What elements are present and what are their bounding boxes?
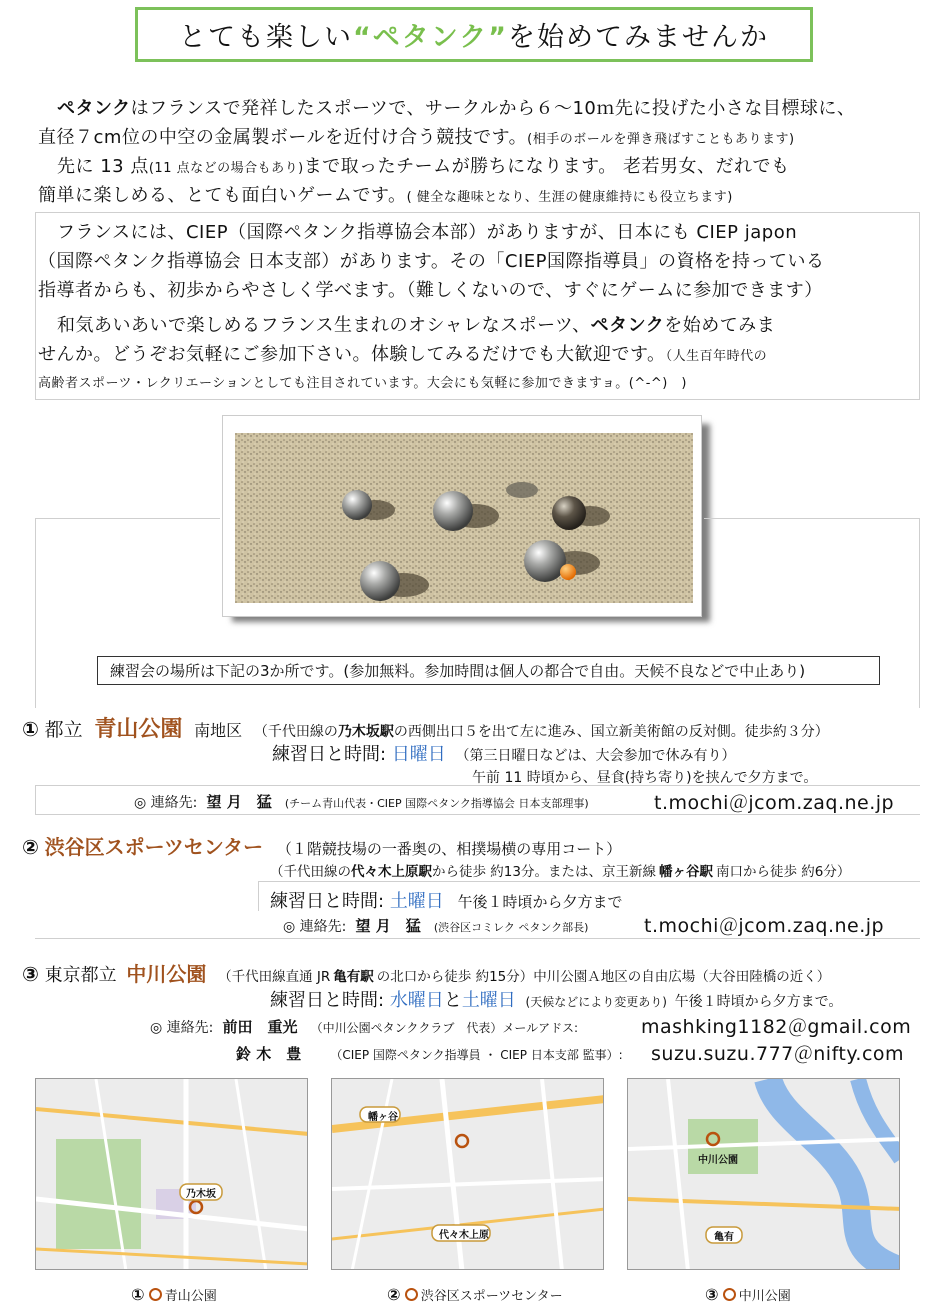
ciep-line-2: （国際ペタンク指導協会 日本支部）があります。その「CIEP国際指導員」の資格を持っている [38,251,825,272]
venue3-contact-1: ◎ 連絡先: 前田 重光 （中川公園ペタンククラブ 代表）メールアドス: [150,1018,579,1036]
intro-line-3: 先に 13 点(11 点などの場合もあり)まで取ったチームが勝ちになります。 老若男女、だれでも [57,156,790,177]
venue1-header: ① 都立 青山公園 南地区 （千代田線の乃木坂駅の西側出口５を出て左に進み、国立新美術館の反対側。徒歩約３分） [22,717,829,742]
map-caption-3: ③ 中川公園 [705,1285,791,1304]
venue1-time: 午前 11 時頃から、昼食(持ち寄り)を挟んで夕方まで。 [472,770,818,786]
intro-line-4: 簡単に楽しめる、とても面白いゲームです。( 健全な趣味となり、生涯の健康維持にも役立ちます) [38,185,733,206]
circle-marker-icon [149,1288,162,1301]
intro-line-2: 直径７cm位の中空の金属製ボールを近付け合う競技です。(相手のボールを弾き飛ばすこともあります) [38,127,795,148]
map-aoyama[interactable] [35,1078,308,1270]
petanque-photo-frame [222,415,702,617]
petanque-balls-photo [235,433,693,603]
divider [704,518,920,519]
map-aoyama-label: 乃木坂 [186,1189,216,1200]
ciep-line-3: 指導者からも、初歩からやさしく学べます。（難しくないので、すぐにゲームに参加できます） [38,280,823,301]
map-nakagawa-label: 亀有 [714,1232,734,1243]
invite-line-3: 高齢者スポーツ・レクリエーションとしても注目されています。大会にも気軽に参加できますョ。(^-^) ) [38,376,687,391]
title-prefix: とても楽しい [179,22,354,53]
map-shibuya-top-label: 幡ヶ谷 [368,1112,398,1123]
venue1-contact: ◎ 連絡先: 望 月 猛 (チーム青山代表・CIEP 国際ペタンク指導協会 日本支部理事) [134,793,589,811]
invite-line-2: せんか。どうぞお気軽にご参加下さい。体験してみるだけでも大歓迎です。（人生百年時代の [38,344,768,365]
divider [35,518,36,708]
map-aoyama-graphic [36,1079,308,1270]
map-shibuya[interactable] [331,1078,604,1270]
divider [919,518,920,708]
intro-line-1: ペタンクはフランスで発祥したスポーツで、サークルから６～10ｍ先に投げた小さな目標球に、 [57,98,856,119]
venue1-schedule: 練習日と時間: 日曜日 （第三日曜日などは、大会参加で休み有り） [272,744,736,765]
venue2-access: （千代田線の代々木上原駅から徒歩 約13分。または、京王新線 幡ヶ谷駅 南口から徒歩 約6分） [270,864,851,880]
notice-box: 練習会の場所は下記の3か所です。(参加無料。参加時間は個人の都合で自由。天候不良などで中止あり) [97,656,880,685]
venue3-contact-2: 鈴 木 豊 （CIEP 国際ペタンク指導員 ・ CIEP 日本支部 監事）: [236,1045,623,1063]
title-highlight: “ペタンク” [353,22,508,53]
circle-marker-icon [405,1288,418,1301]
venue3-email-1[interactable]: mashking1182＠gmail.com [641,1016,912,1038]
circle-marker-icon [723,1288,736,1301]
page-title [135,7,813,62]
title-suffix: を始めてみませんか [507,22,769,53]
venue1-email[interactable]: t.mochi＠jcom.zaq.ne.jp [654,792,895,814]
invite-line-1: 和気あいあいで楽しめるフランス生まれのオシャレなスポーツ、ペタンクを始めてみま [57,315,776,336]
venue3-schedule: 練習日と時間: 水曜日と土曜日 (天候などにより変更あり) 午後１時頃から夕方まで。 [270,990,843,1011]
venue3-header: ③ 東京都立 中川公園 （千代田線直通 JR 亀有駅 の北口から徒歩 約15分）中川公園Ａ地区の自由広場（大谷田陸橋の近く） [22,962,831,986]
ciep-line-1: フランスには、CIEP（国際ペタンク指導協会本部）がありますが、日本にも CIEP japon [57,222,798,243]
map-nakagawa-top-label: 中川公園 [698,1155,738,1166]
venue2-header: ② 渋谷区スポーツセンター （１階競技場の一番奥の、相撲場横の専用コート） [22,835,622,859]
map-caption-1: ① 青山公園 [131,1285,217,1304]
map-nakagawa-graphic [628,1079,900,1270]
venue3-email-2[interactable]: suzu.suzu.777＠nifty.com [651,1043,905,1065]
venue2-contact: ◎ 連絡先: 望 月 猛 (渋谷区コミレク ペタンク部長) [283,917,589,935]
divider [35,938,920,939]
venue2-schedule: 練習日と時間: 土曜日 午後１時頃から夕方まで [270,891,623,912]
map-nakagawa[interactable] [627,1078,900,1270]
map-caption-2: ② 渋谷区スポーツセンター [387,1285,563,1304]
divider [35,518,220,519]
venue2-email[interactable]: t.mochi＠jcom.zaq.ne.jp [644,915,885,937]
map-shibuya-label: 代々木上原 [439,1230,489,1241]
